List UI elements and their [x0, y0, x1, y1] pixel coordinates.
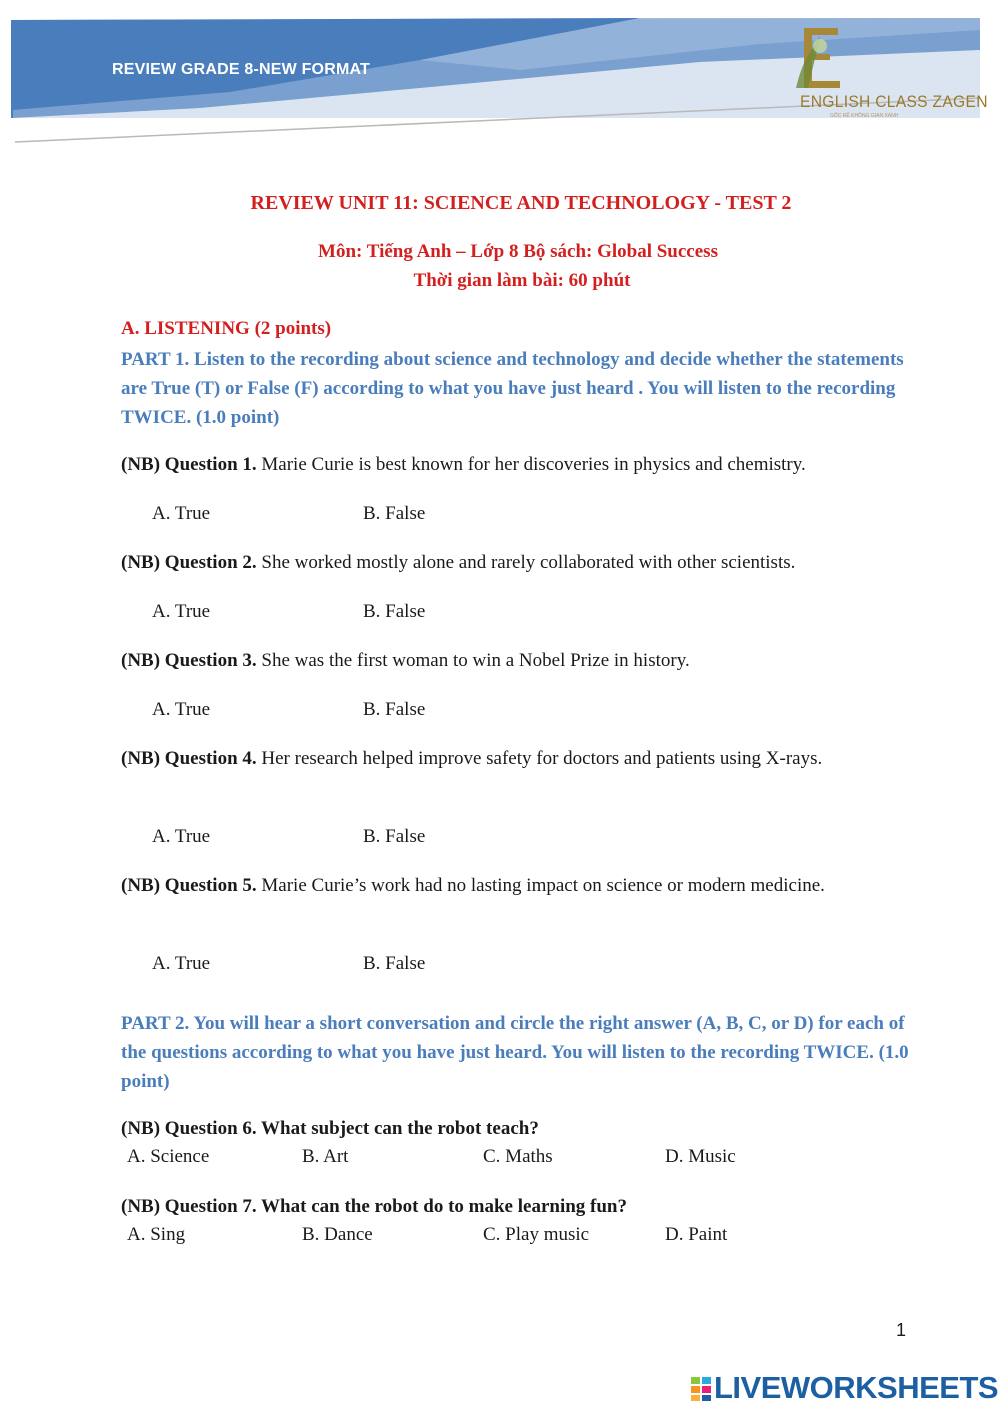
- option-a[interactable]: A. Sing: [127, 1224, 186, 1245]
- question-label: (NB) Question 2.: [121, 552, 257, 573]
- liveworksheets-logo[interactable]: [690, 1370, 999, 1408]
- option-false[interactable]: B. False: [363, 826, 426, 847]
- header-banner: [0, 0, 1000, 160]
- section-a-heading: A. LISTENING (2 points): [121, 318, 332, 339]
- question-7: (NB) Question 7. What can the robot do to make learning fun?: [121, 1196, 627, 1217]
- option-d[interactable]: D. Paint: [665, 1224, 728, 1245]
- question-6: (NB) Question 6. What subject can the robot teach?: [121, 1118, 539, 1139]
- option-true[interactable]: A. True: [152, 503, 211, 524]
- question-3: [121, 647, 921, 675]
- question-4: [121, 745, 891, 773]
- option-true[interactable]: A. True: [152, 953, 211, 974]
- question-label: (NB) Question 4.: [121, 748, 257, 769]
- liveworksheets-icon: [690, 1376, 712, 1402]
- question-label: (NB) Question 1.: [121, 454, 257, 475]
- banner-title: REVIEW GRADE 8-NEW FORMAT: [112, 61, 371, 78]
- question-1: [121, 451, 921, 479]
- test-title: REVIEW UNIT 11: SCIENCE AND TECHNOLOGY - TEST 2: [250, 192, 792, 214]
- option-false[interactable]: B. False: [363, 601, 426, 622]
- option-false[interactable]: B. False: [363, 953, 426, 974]
- page-number: 1: [896, 1320, 907, 1340]
- option-false[interactable]: B. False: [363, 699, 426, 720]
- option-true[interactable]: A. True: [152, 601, 211, 622]
- time-line: Thời gian làm bài: 60 phút: [413, 270, 631, 291]
- question-label: (NB) Question 5.: [121, 875, 257, 896]
- liveworksheets-text: LIVEWORKSHEETS: [714, 1370, 999, 1405]
- option-b[interactable]: B. Dance: [302, 1224, 373, 1245]
- option-c[interactable]: C. Maths: [483, 1146, 553, 1167]
- logo-subtitle: GỐC RỄ KHÔNG GIAN XANH: [830, 113, 899, 119]
- option-false[interactable]: B. False: [363, 503, 426, 524]
- question-text: Her research helped improve safety for doctors and patients using X-rays.: [256, 748, 823, 769]
- question-text: She was the first woman to win a Nobel Prize in history.: [256, 650, 690, 671]
- zagen-e-icon: [790, 22, 850, 92]
- option-a[interactable]: A. Science: [127, 1146, 210, 1167]
- option-c[interactable]: C. Play music: [483, 1224, 590, 1245]
- subject-line: Môn: Tiếng Anh – Lớp 8 Bộ sách: Global Success: [318, 241, 718, 262]
- question-text: Marie Curie is best known for her discoveries in physics and chemistry.: [256, 454, 806, 475]
- question-text: Marie Curie’s work had no lasting impact on science or modern medicine.: [256, 875, 825, 896]
- option-true[interactable]: A. True: [152, 826, 211, 847]
- option-d[interactable]: D. Music: [665, 1146, 736, 1167]
- logo-text: ENGLISH CLASS ZAGEN: [800, 92, 988, 111]
- question-5: [121, 872, 861, 900]
- question-text: She worked mostly alone and rarely collaborated with other scientists.: [256, 552, 796, 573]
- part2-instruction: PART 2. You will hear a short conversation and circle the right answer (A, B, C, or D) for each of the questions according to what you have just heard. You will listen to the recording TWICE. (1.0 point): [121, 1013, 909, 1092]
- english-class-zagen-logo: [790, 22, 988, 122]
- option-b[interactable]: B. Art: [302, 1146, 349, 1167]
- part1-instruction: PART 1. Listen to the recording about science and technology and decide whether the statements are True (T) or False (F) according to what you have just heard . You will listen to the recording TWICE. (1.0 point): [121, 349, 904, 428]
- option-true[interactable]: A. True: [152, 699, 211, 720]
- question-label: (NB) Question 3.: [121, 650, 257, 671]
- question-2: [121, 549, 921, 577]
